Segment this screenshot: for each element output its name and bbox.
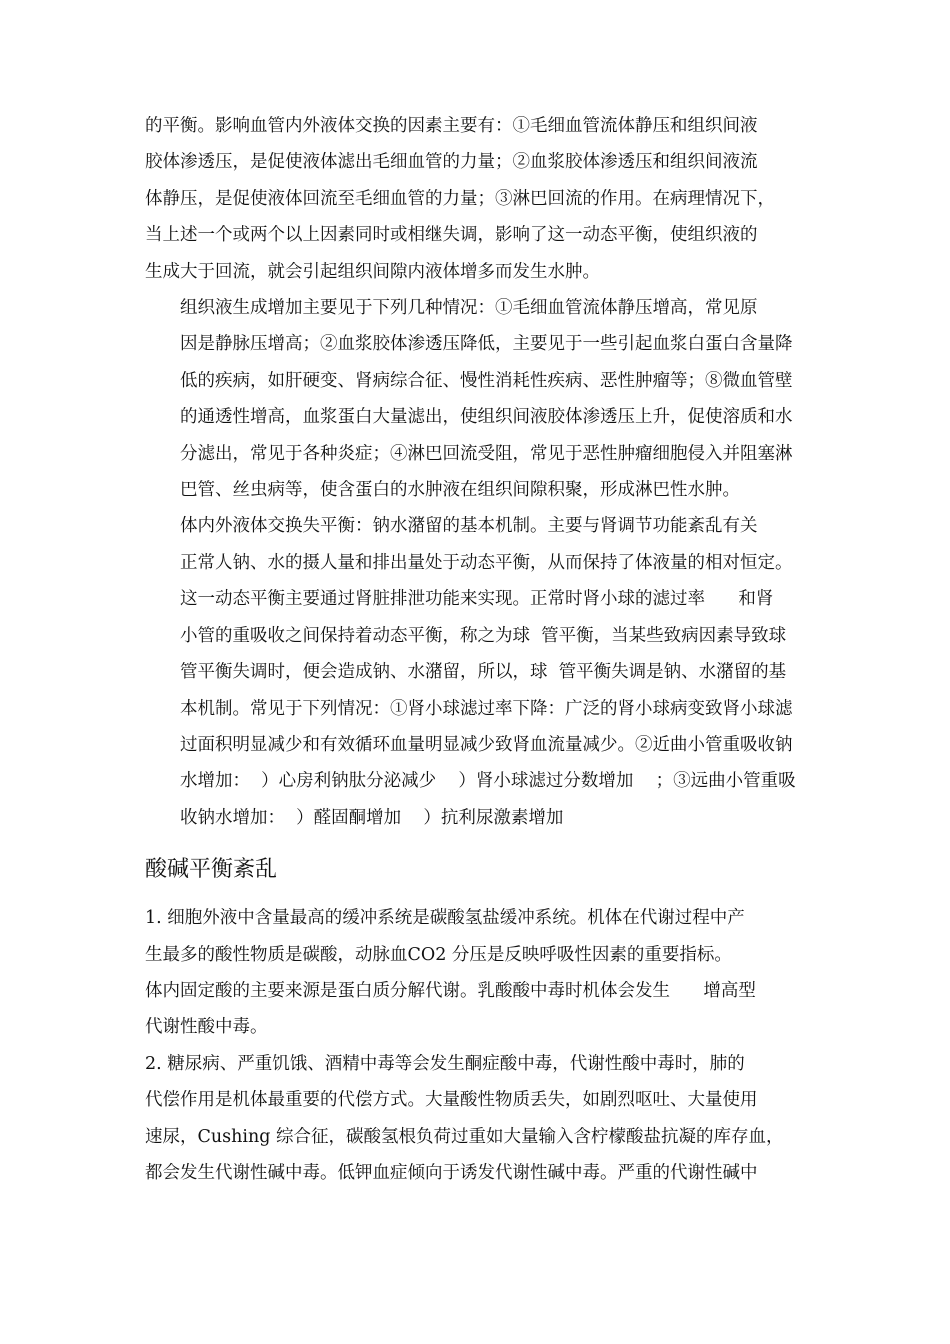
text-line: 速尿，Cushing 综合征，碳酸氢根负荷过重如大量输入含柠檬酸盐抗凝的库存血， bbox=[145, 1126, 784, 1147]
text-line: 胶体渗透压，是促使液体滤出毛细血管的力量；②血浆胶体渗透压和组织间液流 bbox=[145, 152, 758, 173]
text-line: 体内固定酸的主要来源是蛋白质分解代谢。乳酸酸中毒时机体会发生 增高型 bbox=[145, 980, 756, 1001]
text-line: 的通透性增高，血浆蛋白大量滤出，使组织间液胶体渗透压上升，促使溶质和水 bbox=[180, 407, 793, 428]
text-line: 当上述一个或两个以上因素同时或相继失调，影响了这一动态平衡，使组织液的 bbox=[145, 225, 758, 246]
text-line: 分滤出，常见于各种炎症；④淋巴回流受阻，常见于恶性肿瘤细胞侵入并阻塞淋 bbox=[180, 443, 793, 464]
text-line: 2. 糖尿病、严重饥饿、酒精中毒等会发生酮症酸中毒，代谢性酸中毒时，肺的 bbox=[145, 1053, 745, 1074]
text-line: 都会发生代谢性碱中毒。低钾血症倾向于诱发代谢性碱中毒。严重的代谢性碱中 bbox=[145, 1162, 758, 1183]
text-line: 体静压，是促使液体回流至毛细血管的力量；③淋巴回流的作用。在病理情况下， bbox=[145, 188, 775, 209]
section-heading: 酸碱平衡紊乱 bbox=[145, 857, 278, 883]
text-line: 生最多的酸性物质是碳酸，动脉血CO2 分压是反映呼吸性因素的重要指标。 bbox=[145, 944, 732, 965]
paragraph-metabolic-alkalosis bbox=[145, 1046, 805, 1192]
section-acid-base bbox=[145, 900, 805, 1191]
text-line: 本机制。常见于下列情况：①肾小球滤过率下降：广泛的肾小球病变致肾小球滤 bbox=[180, 698, 793, 719]
paragraph-sodium-retention bbox=[145, 508, 805, 836]
text-line: 低的疾病，如肝硬变、肾病综合征、慢性消耗性疾病、恶性肿瘤等；⑧微血管壁 bbox=[180, 370, 793, 391]
text-line: 巴管、丝虫病等，使含蛋白的水肿液在组织间隙积聚，形成淋巴性水肿。 bbox=[180, 480, 740, 501]
text-line: 小管的重吸收之间保持着动态平衡，称之为球 管平衡，当某些致病因素导致球 bbox=[180, 625, 787, 646]
text-line: 因是静脉压增高；②血浆胶体渗透压降低，主要见于一些引起血浆白蛋白含量降 bbox=[180, 334, 793, 355]
paragraph-fluid-increase bbox=[145, 290, 805, 508]
text-line: 1. 细胞外液中含量最高的缓冲系统是碳酸氢盐缓冲系统。机体在代谢过程中产 bbox=[145, 908, 745, 929]
text-line: 的平衡。影响血管内外液体交换的因素主要有：①毛细血管流体静压和组织间液 bbox=[145, 116, 758, 136]
text-line: 体内外液体交换失平衡：钠水潴留的基本机制。主要与肾调节功能紊乱有关 bbox=[180, 516, 758, 537]
document-page bbox=[145, 108, 805, 1191]
text-line: 水增加： ）心房利钠肽分泌减少 ）肾小球滤过分数增加 ；③远曲小管重吸 bbox=[180, 771, 796, 792]
text-line: 管平衡失调时，便会造成钠、水潴留，所以，球 管平衡失调是钠、水潴留的基 bbox=[180, 662, 787, 683]
text-line: 正常人钠、水的摄人量和排出量处于动态平衡，从而保持了体液量的相对恒定。 bbox=[180, 552, 793, 573]
text-line: 生成大于回流，就会引起组织间隙内液体增多而发生水肿。 bbox=[145, 261, 600, 282]
text-line: 组织液生成增加主要见于下列几种情况：①毛细血管流体静压增高，常见原 bbox=[180, 298, 758, 319]
section-edema bbox=[145, 108, 805, 836]
paragraph-buffer-system bbox=[145, 900, 805, 1046]
text-line: 这一动态平衡主要通过肾脏排泄功能来实现。正常时肾小球的滤过率 和肾 bbox=[180, 589, 774, 610]
paragraph-exchange-factors bbox=[145, 108, 805, 290]
text-line: 收钠水增加： ）醛固酮增加 ）抗利尿激素增加 bbox=[180, 807, 564, 828]
text-line: 过面积明显减少和有效循环血量明显减少致肾血流量减少。②近曲小管重吸收钠 bbox=[180, 734, 793, 755]
text-line: 代偿作用是机体最重要的代偿方式。大量酸性物质丢失，如剧烈呕吐、大量使用 bbox=[145, 1090, 758, 1111]
text-line: 代谢性酸中毒。 bbox=[145, 1017, 268, 1038]
